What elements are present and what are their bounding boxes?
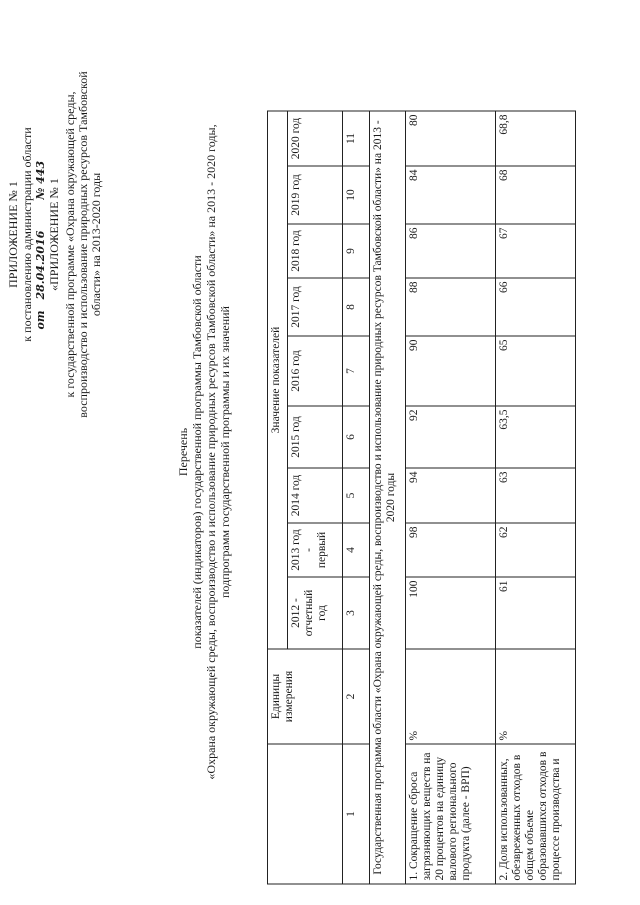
value-cell: 61	[496, 577, 576, 649]
header-units-line1: Единицы	[270, 673, 282, 720]
col-index: 6	[343, 406, 370, 468]
year-header-2012: 2012 - отчетный год	[288, 577, 343, 649]
table-row	[406, 111, 496, 884]
year-header-2014: 2014 год	[288, 468, 343, 523]
value-cell: 92	[406, 406, 496, 468]
year-header-2016: 2016 год	[288, 336, 343, 406]
year-header-2019: 2019 год	[288, 166, 343, 224]
appendix-line2: к постановлению администрации области	[20, 127, 34, 342]
appendix-from: от	[34, 310, 47, 330]
appendix-line6: воспроизводство и использование природных ресурсов Тамбовской	[76, 71, 90, 418]
column-index-row	[343, 111, 370, 884]
value-cell: 84	[406, 166, 496, 224]
appendix-line3	[33, 30, 48, 330]
col-index: 9	[343, 224, 370, 278]
year-header-2020: 2020 год	[288, 111, 343, 166]
col-index: 8	[343, 278, 370, 336]
indicator-name: 1. Сокращение сброса загрязняющих веществ на 20 процентов на единицу валового регионального продукта (далее - ВРП)	[406, 744, 496, 884]
section-title: Государственная программа области «Охрана окружающей среды, воспроизводство и использование природных ресурсов Тамбовской области» на 2013 - 2020 годы	[370, 111, 406, 884]
year-header-2015: 2015 год	[288, 406, 343, 468]
title-line2: показателей (индикаторов) государственной программы Тамбовской области	[190, 255, 204, 649]
value-cell: 100	[406, 577, 496, 649]
value-cell: 68,8	[496, 111, 576, 166]
value-cell: 86	[406, 224, 496, 278]
appendix-line4: «ПРИЛОЖЕНИЕ № 1	[47, 178, 61, 291]
header-units	[268, 649, 343, 744]
value-cell: 90	[406, 336, 496, 406]
year-header-2013: 2013 год - первый	[288, 523, 343, 577]
value-cell: 65	[496, 336, 576, 406]
year-header-2017: 2017 год	[288, 278, 343, 336]
appendix-line5: к государственной программе «Охрана окружающей среды,	[63, 91, 77, 398]
indicator-name: 2. Доля использованных, обезвреженных отходов в общем объеме образовавшихся отходов в процессе производства и	[496, 744, 576, 884]
appendix-line1: ПРИЛОЖЕНИЕ № 1	[6, 181, 20, 288]
value-cell: 66	[496, 278, 576, 336]
table-row	[496, 111, 576, 884]
col-index: 11	[343, 111, 370, 166]
header-indicator-cell	[268, 744, 343, 884]
col-index: 4	[343, 523, 370, 577]
col-index: 7	[343, 336, 370, 406]
header-values: Значение показателей	[268, 111, 288, 649]
value-cell: 63	[496, 468, 576, 523]
col-index: 5	[343, 468, 370, 523]
title-line1: Перечень	[176, 427, 190, 477]
value-cell: 88	[406, 278, 496, 336]
appendix-date: 28.04.2016	[34, 230, 47, 300]
value-cell: 67	[496, 224, 576, 278]
section-row	[370, 111, 406, 884]
indicator-unit: %	[406, 649, 496, 744]
title-line3: «Охрана окружающей среды, воспроизводство и использование природных ресурсов Тамбовской области» на 2013 - 2020 годы,	[204, 124, 218, 780]
col-index: 2	[343, 649, 370, 744]
indicators-table	[267, 111, 576, 885]
value-cell: 80	[406, 111, 496, 166]
value-cell: 98	[406, 523, 496, 577]
value-cell: 62	[496, 523, 576, 577]
header-units-line2: измерения	[283, 670, 295, 723]
value-cell: 94	[406, 468, 496, 523]
value-cell: 68	[496, 166, 576, 224]
appendix-line7: области» на 2013-2020 годы	[89, 172, 103, 317]
header-row-top	[268, 111, 288, 884]
col-index: 10	[343, 166, 370, 224]
year-header-2018: 2018 год	[288, 224, 343, 278]
value-cell: 63,5	[496, 406, 576, 468]
col-index: 3	[343, 577, 370, 649]
title-line4: подпрограмм государственной программы и их значений	[218, 306, 232, 598]
indicator-unit: %	[496, 649, 576, 744]
appendix-number: № 443	[34, 160, 47, 200]
col-index: 1	[343, 744, 370, 884]
